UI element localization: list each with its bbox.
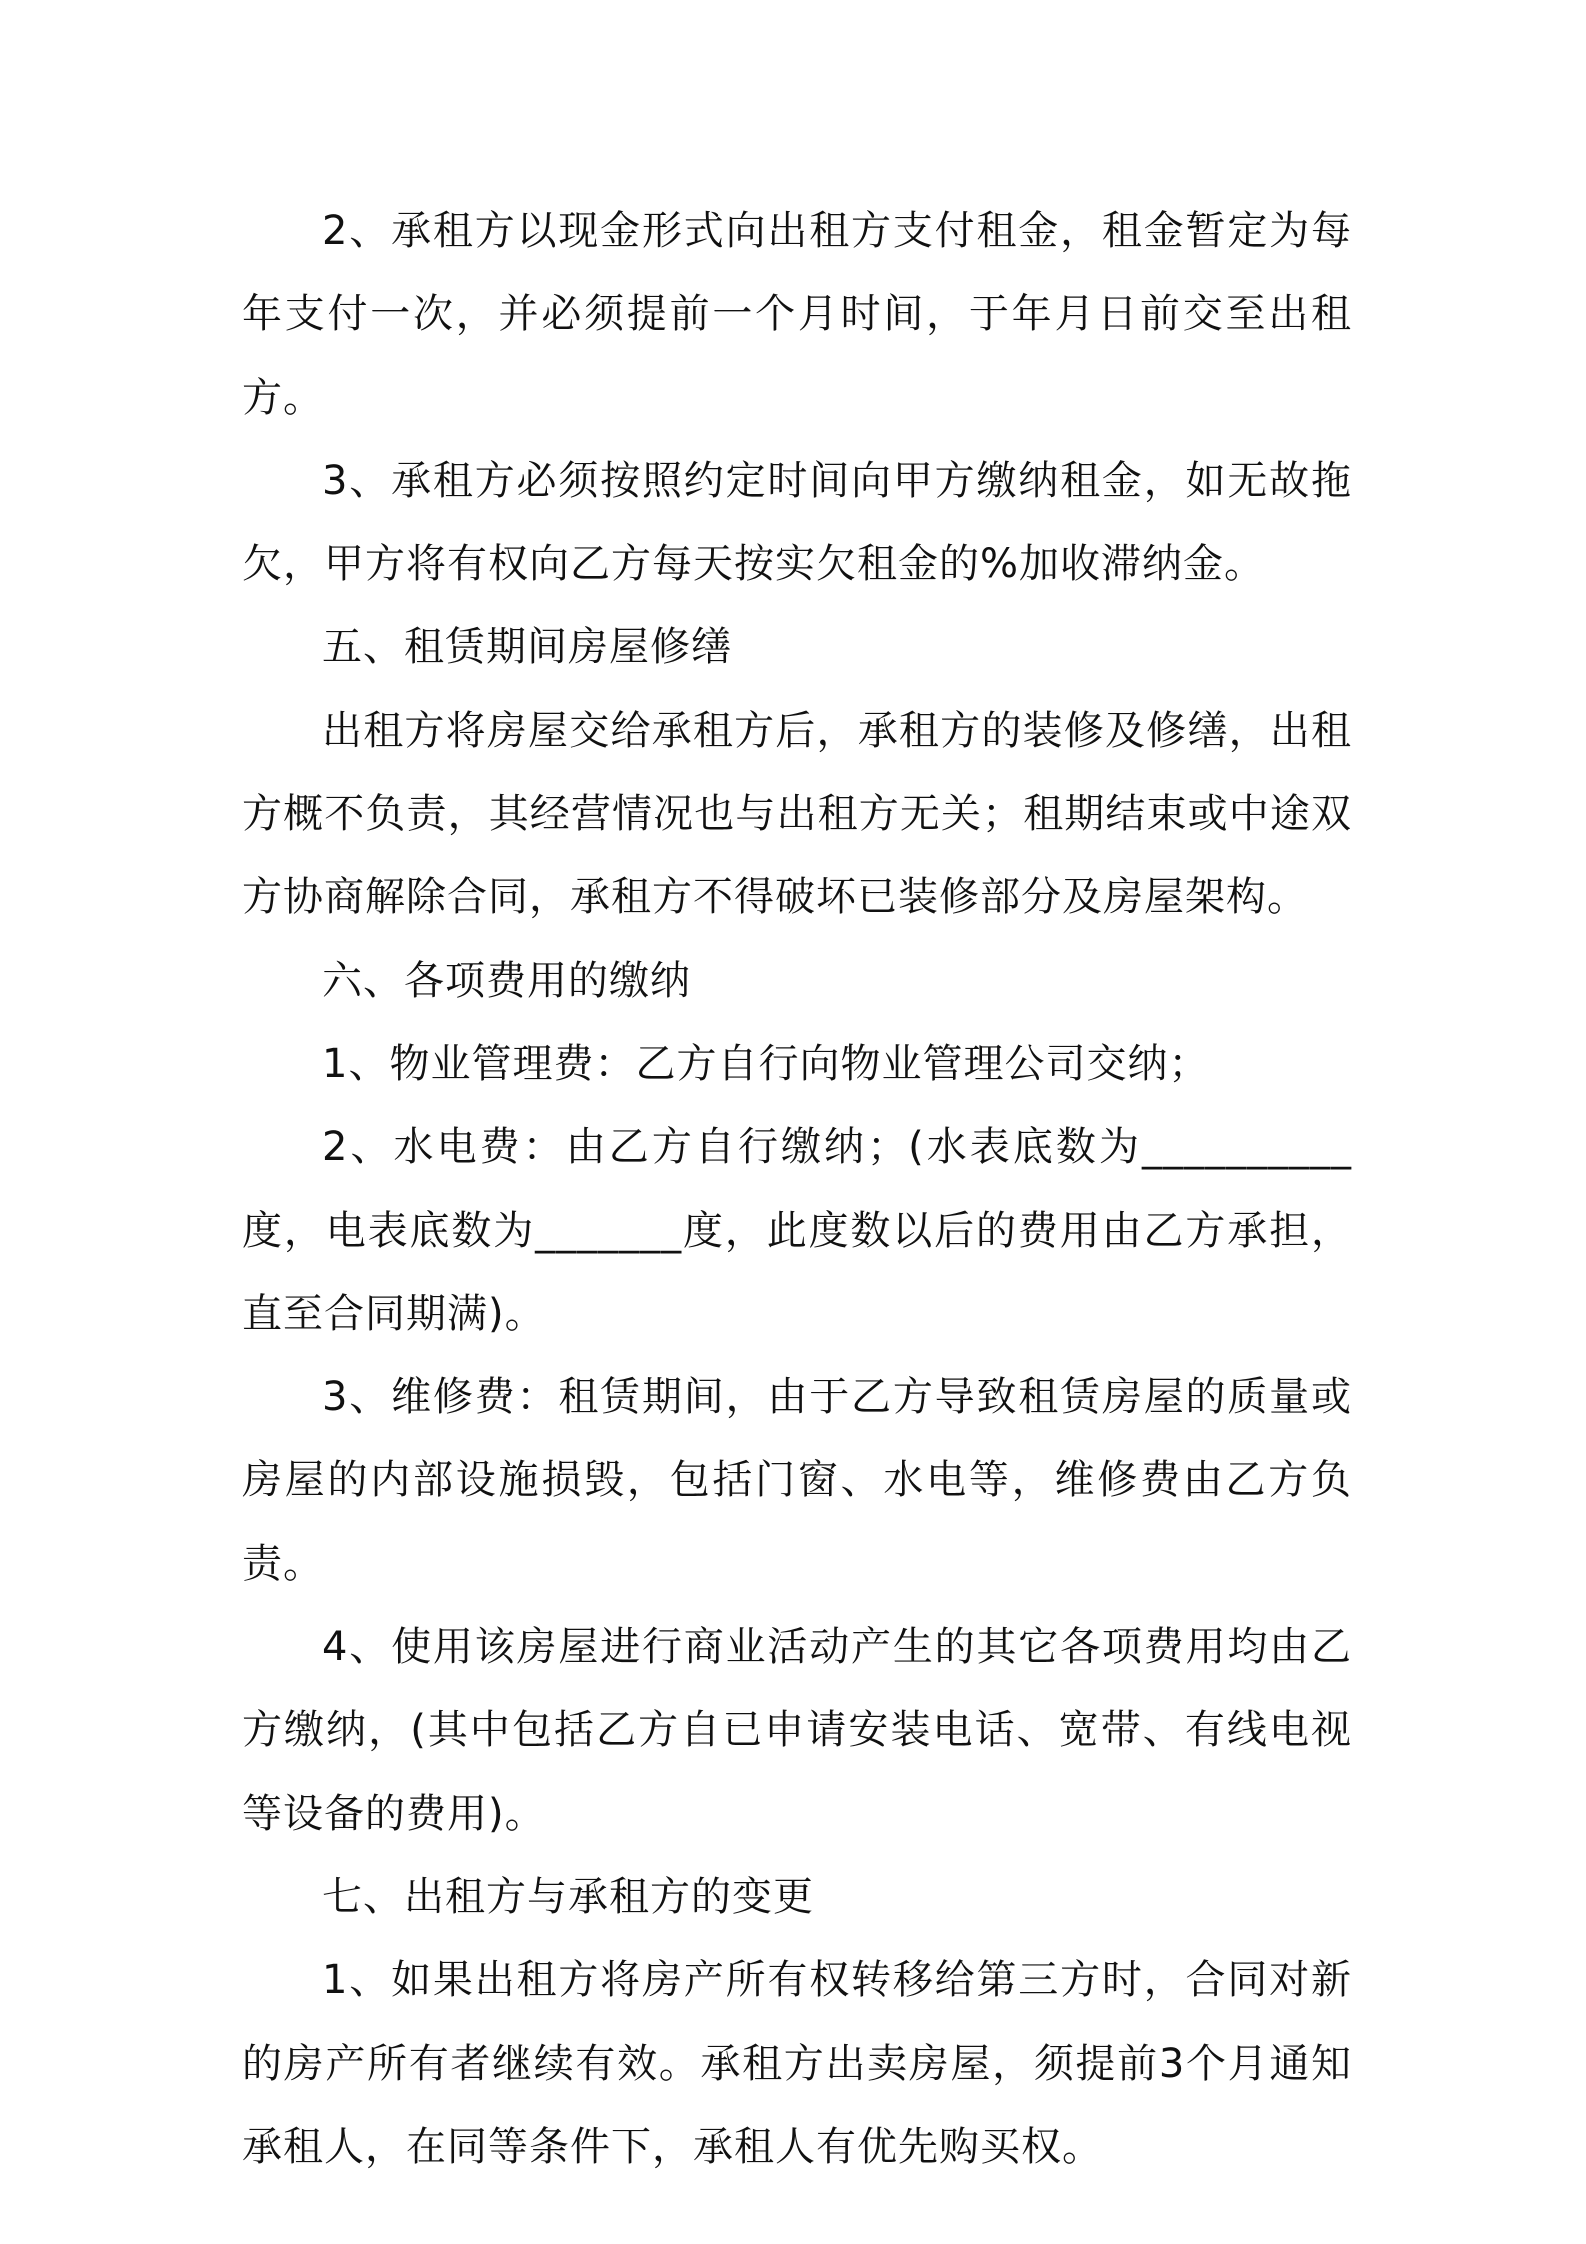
paragraph-late-fee: 3、承租方必须按照约定时间向甲方缴纳租金，如无故拖欠，甲方将有权向乙方每天按实欠租金的%加收滞纳金。 <box>242 457 1352 588</box>
paragraph-rent-payment: 2、承租方以现金形式向出租方支付租金，租金暂定为每年支付一次，并必须提前一个月时间，于年月日前交至出租方。 <box>242 208 1352 421</box>
document-body <box>242 190 1352 2189</box>
paragraph-repairs: 出租方将房屋交给承租方后，承租方的装修及修缮，出租方概不负责，其经营情况也与出租方无关；租期结束或中途双方协商解除合同，承租方不得破坏已装修部分及房屋架构。 <box>242 707 1352 921</box>
paragraph-ownership-transfer: 1、如果出租方将房产所有权转移给第三方时，合同对新的房产所有者继续有效。承租方出卖房屋，须提前3个月通知承租人，在同等条件下，承租人有优先购买权。 <box>242 1957 1352 2170</box>
section-heading-repairs: 五、租赁期间房屋修缮 <box>322 624 732 671</box>
section-heading-changes: 七、出租方与承租方的变更 <box>322 1873 814 1920</box>
paragraph-property-fee: 1、物业管理费：乙方自行向物业管理公司交纳； <box>322 1040 1210 1087</box>
paragraph-utilities: 2、水电费：由乙方自行缴纳；(水表底数为__________度，电表底数为_______度，此度数以后的费用由乙方承担，直至合同期满)。 <box>242 1124 1352 1337</box>
paragraph-other-fees: 4、使用该房屋进行商业活动产生的其它各项费用均由乙方缴纳，(其中包括乙方自已申请安装电话、宽带、有线电视等设备的费用)。 <box>242 1624 1352 1837</box>
paragraph-maintenance-fee: 3、维修费：租赁期间，由于乙方导致租赁房屋的质量或房屋的内部设施损毁，包括门窗、水电等，维修费由乙方负责。 <box>242 1374 1352 1587</box>
section-heading-fees: 六、各项费用的缴纳 <box>322 957 691 1004</box>
